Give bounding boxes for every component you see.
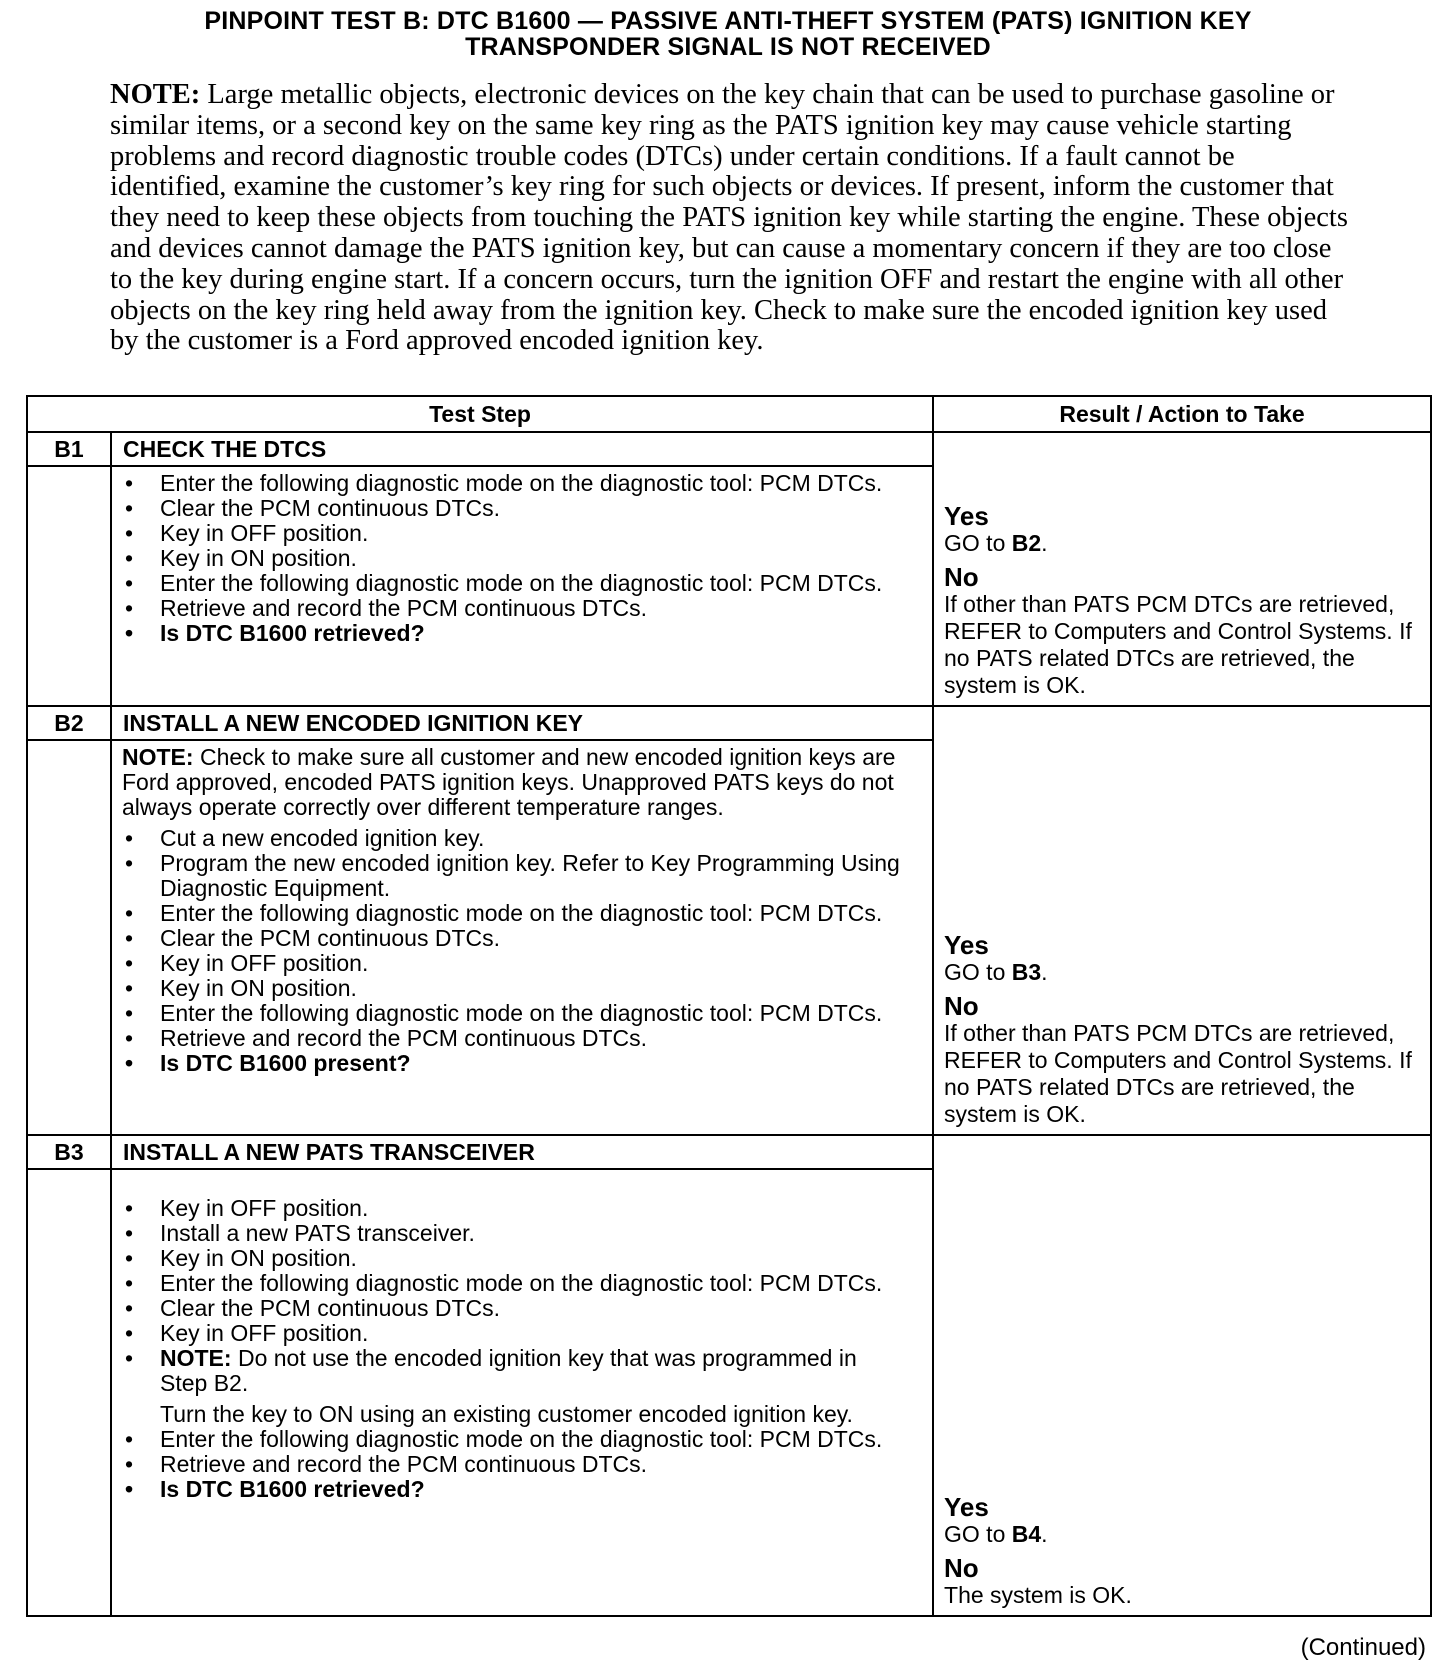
no-label: No <box>944 562 979 592</box>
step-b3-list <box>122 1196 902 1396</box>
step-b2-list <box>122 826 902 1076</box>
note-label: NOTE: <box>122 744 194 770</box>
step-b2-body <box>111 740 933 1135</box>
list-item: • Retrieve and record the PCM continuous DTCs. <box>122 1026 902 1051</box>
step-b1-body <box>111 466 933 706</box>
step-id-spacer <box>27 466 111 706</box>
yes-label: Yes <box>944 930 989 960</box>
page-title <box>60 8 1396 60</box>
list-item-note <box>122 1346 902 1396</box>
list-item: • Key in OFF position. <box>122 521 902 546</box>
step-id: B2 <box>27 706 111 740</box>
step-question: • Is DTC B1600 retrieved? <box>122 621 902 646</box>
step-question: • Is DTC B1600 retrieved? <box>122 1477 902 1502</box>
list-item: • Key in OFF position. <box>122 1196 902 1221</box>
title-line-2: TRANSPONDER SIGNAL IS NOT RECEIVED <box>465 33 991 61</box>
step-b3-result <box>933 1135 1431 1616</box>
list-item: • Key in ON position. <box>122 546 902 571</box>
step-b3-list-continued <box>122 1427 902 1502</box>
header-result-action: Result / Action to Take <box>933 396 1431 432</box>
step-b1-list <box>122 471 902 646</box>
step-id: B1 <box>27 432 111 466</box>
intro-note <box>110 80 1350 357</box>
step-b1-title-row <box>27 432 1431 466</box>
intro-note-label: NOTE: <box>110 79 201 110</box>
no-action: If other than PATS PCM DTCs are retrieved, REFER to Computers and Control Systems. If no PATS related DTCs are retrieved, the system is OK. <box>944 1020 1412 1127</box>
step-b2-title-row <box>27 706 1431 740</box>
step-b1-result <box>933 432 1431 706</box>
list-item: • Key in OFF position. <box>122 1321 902 1346</box>
list-item: • Clear the PCM continuous DTCs. <box>122 1296 902 1321</box>
list-item: • Enter the following diagnostic mode on the diagnostic tool: PCM DTCs. <box>122 471 902 496</box>
list-item: • Key in ON position. <box>122 976 902 1001</box>
step-b3-subtext: Turn the key to ON using an existing customer encoded ignition key. <box>160 1401 853 1427</box>
title-line-1: PINPOINT TEST B: DTC B1600 — PASSIVE ANTI-THEFT SYSTEM (PATS) IGNITION KEY <box>204 7 1252 35</box>
list-item: • Cut a new encoded ignition key. <box>122 826 902 851</box>
step-name: INSTALL A NEW PATS TRANSCEIVER <box>111 1135 933 1169</box>
continued-label: (Continued) <box>1300 1634 1426 1661</box>
yes-action: GO to B3. <box>944 959 1048 985</box>
list-item: • Enter the following diagnostic mode on the diagnostic tool: PCM DTCs. <box>122 901 902 926</box>
step-id: B3 <box>27 1135 111 1169</box>
step-b3-body <box>111 1169 933 1616</box>
list-item: • Enter the following diagnostic mode on the diagnostic tool: PCM DTCs. <box>122 1427 902 1452</box>
no-action: If other than PATS PCM DTCs are retrieved, REFER to Computers and Control Systems. If no PATS related DTCs are retrieved, the system is OK. <box>944 591 1412 698</box>
step-name: CHECK THE DTCS <box>111 432 933 466</box>
step-question: • Is DTC B1600 present? <box>122 1051 902 1076</box>
goto-step-link: B3 <box>1011 959 1042 985</box>
yes-action: GO to B4. <box>944 1521 1048 1547</box>
list-item: • Key in OFF position. <box>122 951 902 976</box>
no-label: No <box>944 991 979 1021</box>
yes-label: Yes <box>944 1492 989 1522</box>
list-item: • Retrieve and record the PCM continuous DTCs. <box>122 596 902 621</box>
intro-note-text: Large metallic objects, electronic devices on the key chain that can be used to purchase gasoline or similar items, or a second key on the same key ring as the PATS ignition key may cause vehicle starting problems and record diagnostic trouble codes (DTCs) under certain conditions. If a fault cannot be identified, examine the customer’s key ring for such objects or devices. If present, inform the customer that they need to keep these objects from touching the PATS ignition key while starting the engine. These objects and devices cannot damage the PATS ignition key, but can cause a momentary concern if they are too close to the key during engine start. If a concern occurs, turn the ignition OFF and restart the engine with all other objects on the key ring held away from the ignition key. Check to make sure the encoded ignition key used by the customer is a Ford approved encoded ignition key. <box>110 79 1348 357</box>
no-action: The system is OK. <box>944 1582 1132 1608</box>
step-id-spacer <box>27 1169 111 1616</box>
step-name: INSTALL A NEW ENCODED IGNITION KEY <box>111 706 933 740</box>
goto-step-link: B4 <box>1011 1521 1042 1547</box>
note-text: Do not use the encoded ignition key that was programmed in Step B2. <box>160 1345 857 1396</box>
step-b2-note <box>122 745 902 820</box>
list-item: • Enter the following diagnostic mode on the diagnostic tool: PCM DTCs. <box>122 1271 902 1296</box>
list-item: • Clear the PCM continuous DTCs. <box>122 926 902 951</box>
step-b3-title-row <box>27 1135 1431 1169</box>
list-item: • Key in ON position. <box>122 1246 902 1271</box>
yes-action: GO to B2. <box>944 530 1048 556</box>
header-test-step: Test Step <box>27 396 933 432</box>
list-item: • Clear the PCM continuous DTCs. <box>122 496 902 521</box>
list-item: • Program the new encoded ignition key. Refer to Key Programming Using Diagnostic Equipment. <box>122 851 902 901</box>
no-label: No <box>944 1553 979 1583</box>
list-item: • Enter the following diagnostic mode on the diagnostic tool: PCM DTCs. <box>122 1001 902 1026</box>
step-b2-result <box>933 706 1431 1135</box>
list-item: • Enter the following diagnostic mode on the diagnostic tool: PCM DTCs. <box>122 571 902 596</box>
table-header-row <box>27 396 1431 432</box>
step-id-spacer <box>27 740 111 1135</box>
yes-label: Yes <box>944 501 989 531</box>
list-item: • Install a new PATS transceiver. <box>122 1221 902 1246</box>
note-text: Check to make sure all customer and new encoded ignition keys are Ford approved, encoded PATS ignition keys. Unapproved PATS keys do not always operate correctly over different temperature ranges. <box>122 744 896 820</box>
test-step-table <box>26 395 1432 1617</box>
goto-step-link: B2 <box>1011 530 1042 556</box>
note-label: NOTE: <box>160 1345 232 1371</box>
list-item: • Retrieve and record the PCM continuous DTCs. <box>122 1452 902 1477</box>
